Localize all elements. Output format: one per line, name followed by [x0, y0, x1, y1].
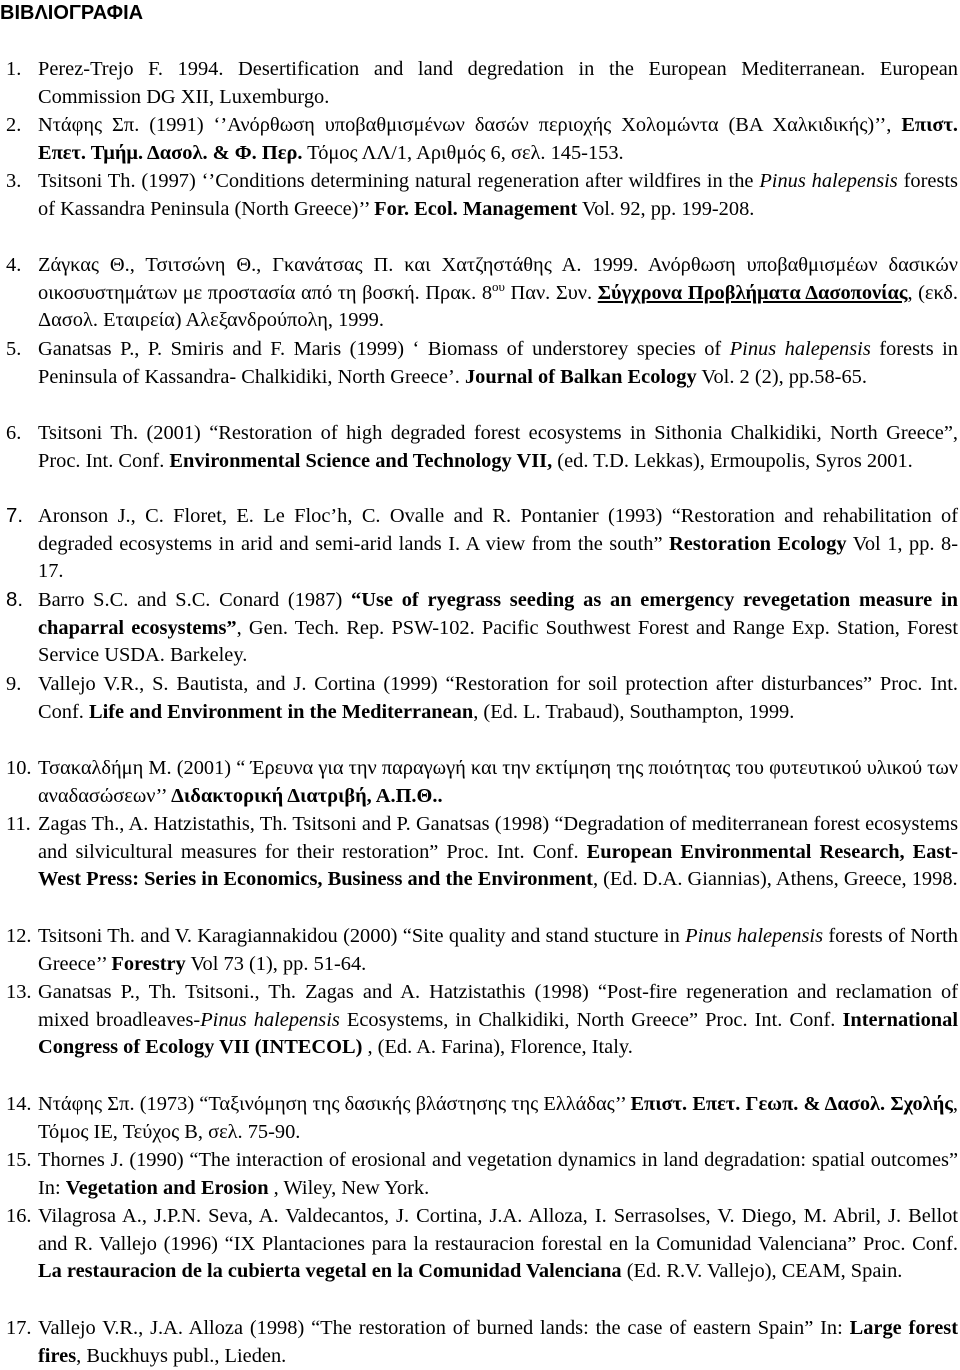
- reference-item: [0, 979, 958, 1062]
- reference-segment: Vallejo V.R., J.A. Alloza (1998) “The restoration of burned lands: the case of eastern Spain” In:: [38, 1317, 850, 1339]
- reference-segment: Tsitsoni Th. and V. Karagiannakidou (2000) “Site quality and stand stucture in: [38, 925, 686, 947]
- reference-segment: La restauracion de la cubierta vegetal en la Comunidad Valenciana: [38, 1260, 622, 1283]
- reference-segment: (Ed. R.V. Vallejo), CEAM, Spain.: [621, 1260, 903, 1283]
- reference-item: [0, 112, 958, 167]
- reference-segment: Restoration Ecology: [669, 532, 847, 555]
- reference-segment: forests of Kassandra Peninsula (North Greece)’’: [38, 170, 958, 220]
- reference-segment: Journal of Balkan Ecology: [464, 365, 697, 388]
- reference-item: [0, 420, 958, 475]
- reference-segment: Aronson J., C. Floret, E. Le Floc’h, C. Ovalle and R. Pontanier (1993) “Restoration and rehabilitation of degraded ecosystems in arid and semi-arid lands I. A view from the south”: [38, 505, 958, 555]
- reference-segment: Vol. 92, pp. 199-208.: [577, 197, 755, 220]
- reference-segment: Thornes J. (1990) “The interaction of erosional and vegetation dynamics in land degradation: spatial outcomes” In:: [38, 1149, 958, 1199]
- reference-segment: Διδακτορική Διατριβή, Α.Π.Θ..: [171, 784, 443, 807]
- reference-item: [0, 503, 958, 586]
- reference-item: [0, 811, 958, 894]
- reference-number: 7.: [6, 505, 24, 527]
- reference-segment: Ντάφης Σπ. (1973) “Ταξινόμηση της δασικής βλάστησης της Ελλάδας’’: [38, 1093, 631, 1115]
- reference-segment: Ντάφης Σπ. (1991) ‘’Ανόρθωση υποβαθμισμένων δασών περιοχής Χολομώντα (ΒΑ Χαλκιδικής)’’,: [38, 114, 902, 136]
- reference-segment: , Gen. Tech. Rep. PSW-102. Pacific Southwest Forest and Range Exp. Station, Forest Service USDA. Barkeley.: [38, 616, 958, 667]
- reference-item: [0, 252, 958, 335]
- reference-segment: Tsitsoni Th. (1997) ‘’Conditions determining natural regeneration after wildfires in the: [38, 170, 760, 192]
- reference-text: [38, 112, 958, 167]
- reference-item: [0, 671, 958, 726]
- reference-item: [0, 56, 958, 111]
- reference-segment: Vol 73 (1), pp. 51-64.: [185, 952, 367, 975]
- reference-segment: forests of North Greece’’: [38, 925, 958, 975]
- reference-number: 11.: [6, 813, 31, 835]
- reference-number: 2.: [6, 114, 22, 136]
- reference-segment: Ζάγκας Θ., Τσιτσώνη Θ., Γκανάτσας Π. και Χατζηστάθης Α. 1999. Ανόρθωση υποβαθμισμέων δασικών οικοσυστημάτων με προστασία από τη βοσκή. Πρακ. 8: [38, 254, 958, 304]
- reference-segment: , Τόμος ΙΕ, Τεύχος Β, σελ. 75-90.: [38, 1093, 958, 1143]
- reference-text: [38, 587, 958, 670]
- reference-segment: Zagas Th., A. Hatzistathis, Th. Tsitsoni and P. Ganatsas (1998) “Degradation of mediterranean forest ecosystems and silvicultural measures for their restoration” Proc. Int. Conf.: [38, 813, 958, 863]
- reference-number: 4.: [6, 254, 22, 276]
- reference-segment: Τσακαλδήμη Μ. (2001) “ Έρευνα για την παραγωγή και την εκτίμηση της ποιότητας του φυτευτικού υλικού των αναδασώσεων’’: [38, 757, 958, 807]
- reference-item: [0, 336, 958, 391]
- reference-number: 6.: [6, 422, 22, 444]
- reference-number: 1.: [6, 58, 22, 80]
- reference-item: [0, 1315, 958, 1370]
- reference-segment: , Wiley, New York.: [268, 1176, 430, 1199]
- reference-number: 13.: [6, 981, 32, 1003]
- reference-item: [0, 168, 958, 223]
- reference-segment: European Environmental Research, East-West Press: Series in Economics, Business and the Environment: [38, 840, 958, 891]
- reference-segment: , (Ed. A. Farina), Florence, Italy.: [362, 1036, 633, 1059]
- reference-number: 5.: [6, 338, 22, 360]
- reference-item: [0, 755, 958, 810]
- reference-segment: Large forest fires: [38, 1317, 958, 1367]
- reference-text: [38, 168, 958, 223]
- reference-segment: ου: [492, 278, 505, 294]
- reference-segment: Forestry: [111, 952, 186, 975]
- reference-segment: Vol 1, pp. 8-17.: [38, 532, 958, 583]
- reference-text: [38, 252, 958, 335]
- reference-text: [38, 671, 958, 726]
- reference-segment: Ganatsas P., Th. Tsitsoni., Th. Zagas and A. Hatzistathis (1998) “Post-fire regeneration and reclamation of mixed broadleaves-: [38, 981, 958, 1031]
- page-title: ΒΙΒΛΙΟΓΡΑΦΙΑ: [0, 2, 144, 24]
- reference-segment: (ed. T.D. Lekkas), Ermoupolis, Syros 2001.: [552, 449, 913, 472]
- reference-number: 12.: [6, 925, 32, 947]
- reference-item: [0, 923, 958, 978]
- reference-text: [38, 503, 958, 586]
- reference-segment: Ecosystems, in Chalkidiki, North Greece” Proc. Int. Conf.: [339, 1008, 843, 1031]
- reference-number: 3.: [6, 170, 22, 192]
- reference-text: [38, 1203, 958, 1286]
- reference-item: [0, 1147, 958, 1202]
- reference-segment: Επιστ. Επετ. Γεωπ. & Δασολ. Σχολής: [630, 1093, 953, 1115]
- reference-number: 17.: [6, 1317, 32, 1339]
- reference-segment: For. Ecol. Management: [374, 197, 578, 220]
- reference-segment: Barro S.C. and S.C. Conard (1987): [38, 589, 352, 611]
- reference-segment: Vol. 2 (2), pp.58-65.: [696, 365, 867, 388]
- reference-text: [38, 979, 958, 1062]
- reference-segment: Pinus halepensis: [200, 1008, 340, 1031]
- reference-segment: Ganatsas P., P. Smiris and F. Maris (1999) ‘ Biomass of understorey species of: [38, 338, 730, 360]
- reference-segment: , (Ed. L. Trabaud), Southampton, 1999.: [473, 700, 795, 723]
- reference-segment: , Buckhuys publ., Lieden.: [76, 1344, 287, 1367]
- reference-segment: Παν. Συν.: [504, 281, 598, 304]
- reference-segment: “Use of ryegrass seeding as an emergency revegetation measure in chaparral ecosystems”: [38, 589, 958, 639]
- reference-segment: Vallejo V.R., S. Bautista, and J. Cortina (1999) “Restoration for soil protection after disturbances” Proc. Int. Conf.: [38, 673, 958, 723]
- reference-text: [38, 56, 958, 111]
- reference-segment: , (Ed. D.A. Giannias), Athens, Greece, 1998.: [592, 868, 958, 891]
- reference-item: [0, 1203, 958, 1286]
- reference-text: [38, 1315, 958, 1370]
- reference-segment: Σύγχρονα Προβλήματα Δασοπονίας: [597, 281, 908, 304]
- reference-text: [38, 923, 958, 978]
- reference-segment: Pinus halepensis: [729, 338, 871, 360]
- reference-segment: Vegetation and Erosion: [65, 1176, 269, 1199]
- reference-number: 15.: [6, 1149, 32, 1171]
- reference-text: [38, 336, 958, 391]
- reference-segment: Life and Environment in the Mediterranean: [88, 700, 474, 723]
- reference-item: [0, 1091, 958, 1146]
- reference-number: 9.: [6, 673, 22, 695]
- reference-segment: Vilagrosa A., J.P.N. Seva, A. Valdecantos, J. Cortina, J.A. Alloza, I. Serrasolses, V. Diego, M. Abril, J. Bellot and R. Vallejo (1996) “IX Plantaciones para la restauracion forestal en la Comunidad Valenciana” Proc. Conf.: [38, 1205, 958, 1255]
- reference-segment: Pinus halepensis: [759, 170, 898, 192]
- reference-segment: Environmental Science and Technology VII,: [169, 449, 553, 472]
- reference-text: [38, 420, 958, 475]
- reference-text: [38, 1147, 958, 1202]
- reference-number: 16.: [6, 1205, 32, 1227]
- reference-number: 14.: [6, 1093, 32, 1115]
- reference-number: 8.: [6, 589, 24, 611]
- reference-text: [38, 755, 958, 810]
- reference-text: [38, 811, 958, 894]
- reference-segment: Tsitsoni Th. (2001) “Restoration of high degraded forest ecosystems in Sithonia Chalkidiki, North Greece”, Proc. Int. Conf.: [38, 422, 958, 472]
- reference-segment: forests in Peninsula of Kassandra- Chalkidiki, North Greece’.: [38, 338, 958, 388]
- reference-text: [38, 1091, 958, 1146]
- reference-segment: , (εκδ. Δασολ. Εταιρεία) Αλεξανδρούπολη, 1999.: [38, 281, 959, 332]
- reference-segment: International Congress of Ecology VII (INTECOL): [38, 1008, 958, 1059]
- reference-segment: Perez-Trejo F. 1994. Desertification and land degredation in the European Mediterranean. European Commission DG XII, Luxemburgo.: [38, 58, 958, 108]
- reference-item: [0, 587, 958, 670]
- reference-number: 10.: [6, 757, 32, 779]
- reference-segment: Τόμος ΛΛ/1, Αριθμός 6, σελ. 145-153.: [302, 141, 624, 164]
- reference-segment: Επιστ. Επετ. Τμήμ. Δασολ. & Φ. Περ.: [38, 114, 958, 164]
- reference-segment: Pinus halepensis: [685, 925, 824, 947]
